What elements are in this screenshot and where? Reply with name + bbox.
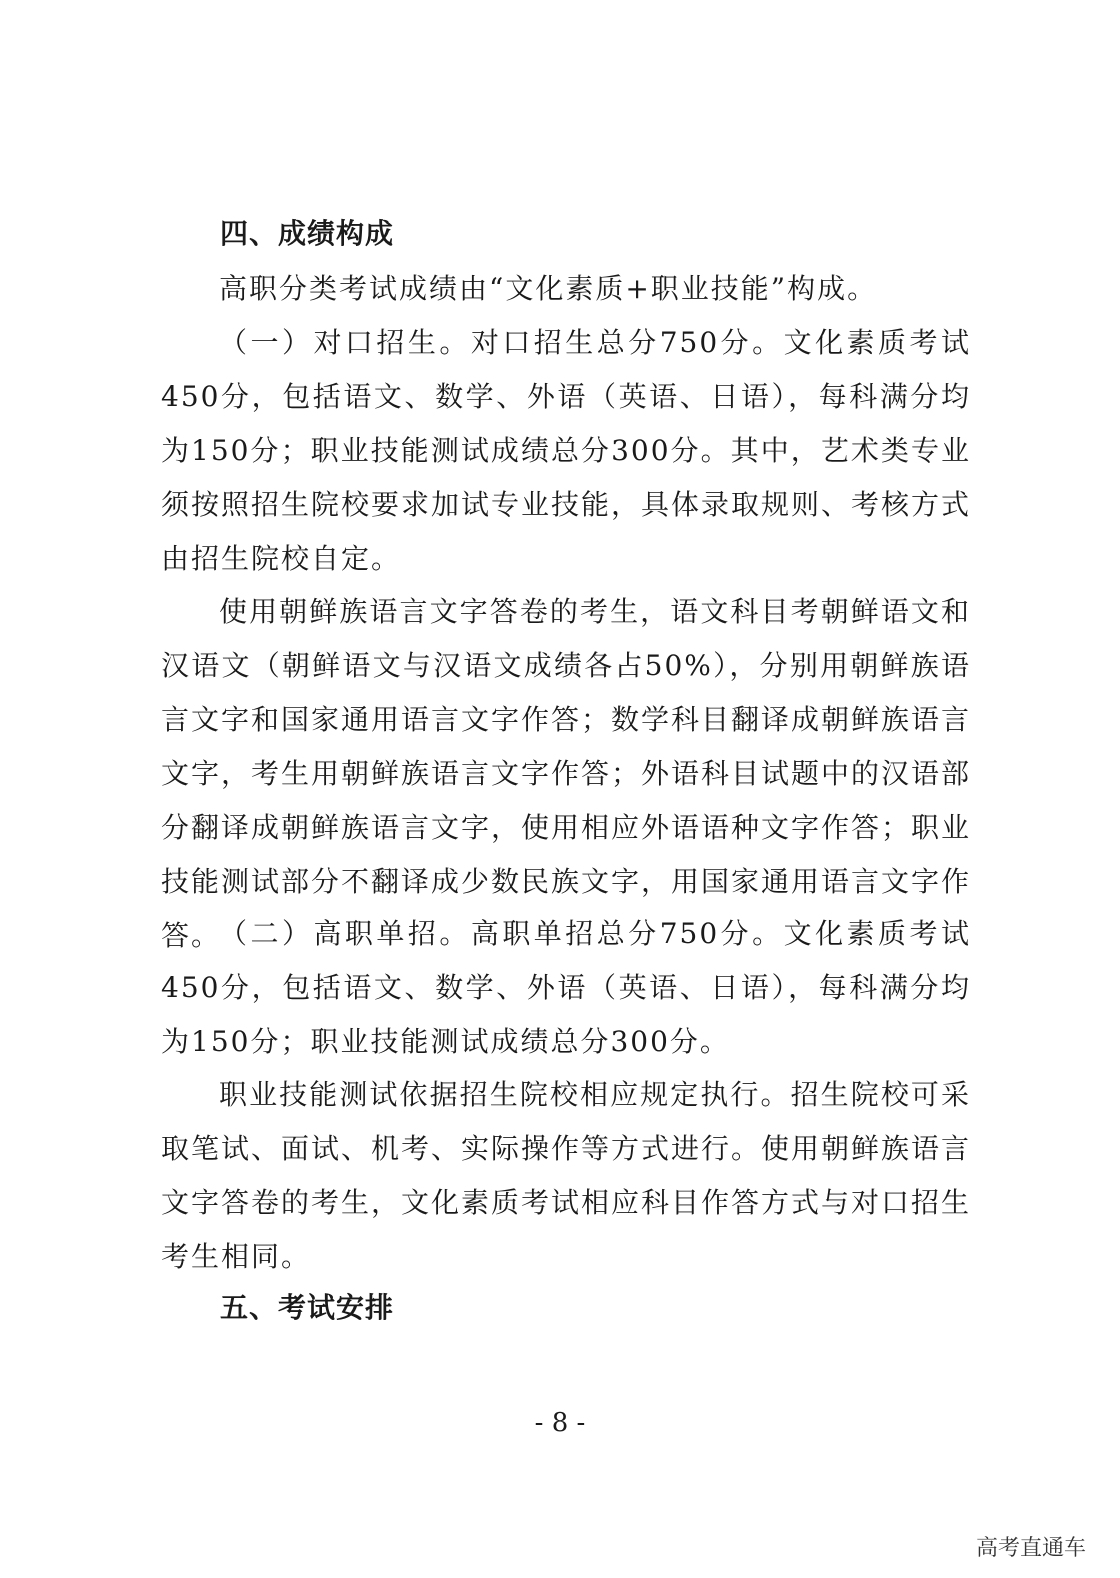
page-number: - 8 - (534, 1408, 586, 1438)
paragraph-skill-test-rules: 职业技能测试依据招生院校相应规定执行。招生院校可采取笔试、面试、机考、实际操作等方式进行。使用朝鲜族语言文字答卷的考生，文化素质考试相应科目作答方式与对口招生考生相同。 (161, 1078, 972, 1273)
paragraph-single-enrollment: （二）高职单招。高职单招总分750分。文化素质考试450分，包括语文、数学、外语（英语、日语），每科满分均为150分；职业技能测试成绩总分300分。 (161, 917, 971, 1058)
section-heading-exam-arrangement: 五、考试安排 (220, 1291, 395, 1324)
section-heading-score-composition: 四、成绩构成 (220, 217, 395, 250)
paragraph-matching-enrollment: （一）对口招生。对口招生总分750分。文化素质考试450分，包括语文、数学、外语（英语、日语），每科满分均为150分；职业技能测试成绩总分300分。其中，艺术类专业须按照招生院校要求加试专业技能，具体录取规则、考核方式由招生院校自定。 (161, 326, 972, 575)
paragraph-korean-language-exam: 使用朝鲜族语言文字答卷的考生，语文科目考朝鲜语文和汉语文（朝鲜语文与汉语文成绩各占50%），分别用朝鲜族语言文字和国家通用语言文字作答；数学科目翻译成朝鲜族语言文字，考生用朝鲜族语言文字作答；外语科目试题中的汉语部分翻译成朝鲜族语言文字，使用相应外语语种文字作答；职业技能测试部分不翻译成少数民族文字，用国家通用语言文字作答。 (161, 595, 972, 952)
watermark-text: 高考直通车 (975, 1536, 1086, 1561)
paragraph-score-intro: 高职分类考试成绩由“文化素质+职业技能”构成。 (219, 272, 878, 305)
